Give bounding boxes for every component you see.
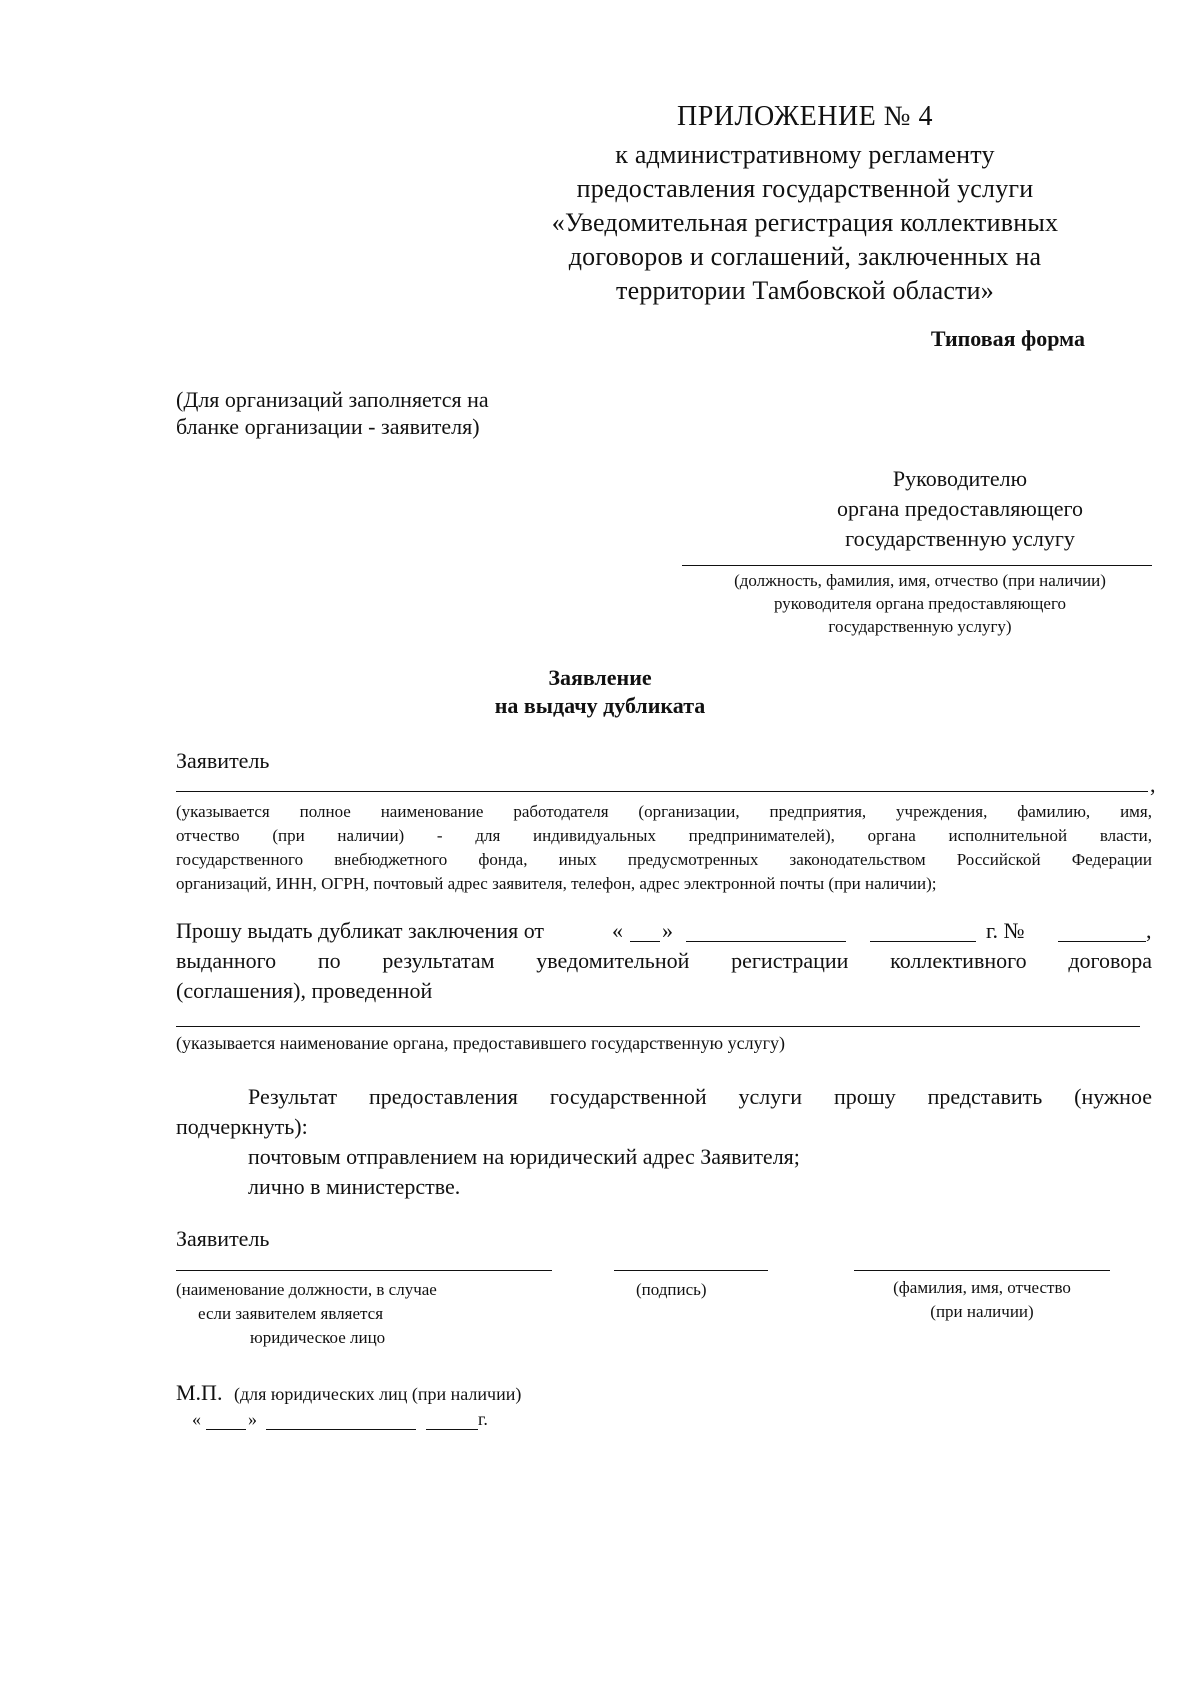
request-text: Прошу выдать дубликат заключения от [176, 918, 545, 943]
stamp-year-field[interactable] [426, 1429, 478, 1430]
result-line-2: подчеркнуть): [176, 1114, 308, 1139]
header-line-1: к административному регламенту [615, 140, 995, 169]
request-number-label: г. № [986, 918, 1025, 943]
applicant-hint-line-1: (указывается полное наименование работодателя (организации, предприятия, учреждения, фамилию, имя, [176, 802, 1152, 821]
request-line-2: выданного по результатам уведомительной регистрации коллективного договора [176, 948, 1152, 973]
addressee-hint-line-3: государственную услугу) [828, 617, 1012, 636]
request-quote-open: « [612, 918, 623, 943]
position-fill-line[interactable] [176, 1270, 552, 1271]
result-option-personal[interactable]: лично в министерстве. [248, 1174, 461, 1199]
addressee-fill-line[interactable] [682, 565, 1152, 566]
applicant-label: Заявитель [176, 748, 270, 773]
request-year-field[interactable] [870, 941, 976, 942]
form-type-label: Типовая форма [930, 326, 1085, 351]
authority-fill-line[interactable] [176, 1026, 1140, 1027]
fullname-hint-line-2: (при наличии) [930, 1302, 1034, 1321]
header-line-4: договоров и соглашений, заключенных на [568, 242, 1042, 271]
fullname-fill-line[interactable] [854, 1270, 1110, 1271]
stamp-quote-open: « [192, 1409, 201, 1429]
result-option-post[interactable]: почтовым отправлением на юридический адрес Заявителя; [248, 1144, 800, 1169]
fullname-hint-line-1: (фамилия, имя, отчество [893, 1278, 1071, 1297]
stamp-hint: (для юридических лиц (при наличии) [234, 1384, 522, 1404]
stamp-label: М.П. [176, 1380, 223, 1405]
request-day-field[interactable] [630, 941, 660, 942]
position-hint-line-3: юридическое лицо [250, 1328, 386, 1347]
stamp-day-field[interactable] [206, 1429, 246, 1430]
addressee-line-2: органа предоставляющего [836, 496, 1084, 521]
request-month-field[interactable] [686, 941, 846, 942]
stamp-quote-close: » [248, 1409, 257, 1429]
addressee-line-1: Руководителю [892, 466, 1028, 491]
sign-hint: (подпись) [636, 1280, 707, 1299]
addressee-hint-line-1: (должность, фамилия, имя, отчество (при наличии) [734, 571, 1106, 590]
stamp-year-suffix: г. [478, 1409, 488, 1429]
applicant-hint-line-3: государственного внебюджетного фонда, иных предусмотренных законодательством Российской Федерации [176, 850, 1152, 869]
request-quote-close: » [662, 918, 673, 943]
header-line-3: «Уведомительная регистрация коллективных [551, 208, 1059, 237]
appendix-title: ПРИЛОЖЕНИЕ № 4 [677, 101, 933, 132]
signature-applicant-label: Заявитель [176, 1226, 270, 1251]
blank-note [176, 386, 489, 440]
header-line-2: предоставления государственной услуги [576, 174, 1034, 203]
document-title-line-2: на выдачу дубликата [494, 693, 706, 718]
header-line-5: территории Тамбовской области» [616, 276, 994, 305]
addressee-line-3: государственную услугу [845, 526, 1075, 551]
request-comma: , [1146, 918, 1152, 943]
applicant-fill-line[interactable] [176, 791, 1148, 792]
position-hint-line-2: если заявителем является [198, 1304, 384, 1323]
result-line-1: Результат предоставления государственной услуги прошу представить (нужное [248, 1084, 1152, 1109]
applicant-hint-line-2: отчество (при наличии) - для индивидуальных предпринимателей), органа исполнительной власти, [176, 826, 1152, 845]
signature-fill-line[interactable] [614, 1270, 768, 1271]
request-number-field[interactable] [1058, 941, 1146, 942]
document-title-line-1: Заявление [548, 665, 652, 690]
applicant-hint-line-4: организаций, ИНН, ОГРН, почтовый адрес заявителя, телефон, адрес электронной почты (при наличии); [176, 874, 937, 893]
blank-note-line-1: (Для организаций заполняется на [176, 387, 489, 412]
addressee-hint-line-2: руководителя органа предоставляющего [774, 594, 1066, 613]
blank-note-line-2: бланке организации - заявителя) [176, 414, 480, 439]
authority-hint: (указывается наименование органа, предоставившего государственную услугу) [176, 1033, 785, 1053]
request-line-3: (соглашения), проведенной [176, 978, 433, 1003]
stamp-month-field[interactable] [266, 1429, 416, 1430]
position-hint-line-1: (наименование должности, в случае [176, 1280, 437, 1299]
applicant-comma: , [1150, 772, 1156, 797]
